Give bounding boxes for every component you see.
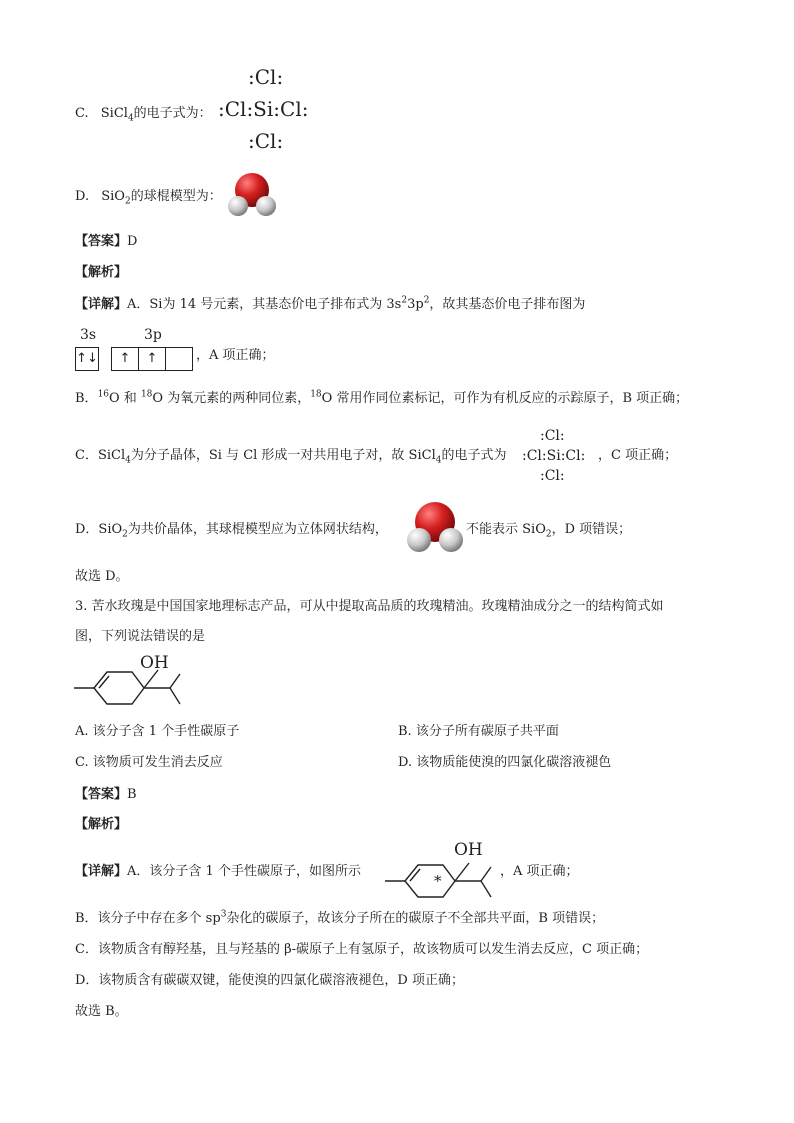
detail-text: 不能表示 SiO	[466, 522, 546, 537]
superscript: 18	[140, 389, 153, 400]
detail-label: 【详解】	[75, 297, 128, 312]
superscript: 18	[310, 389, 322, 400]
formula-text: SiCl	[100, 106, 128, 121]
q3-detail-d: D．该物质含有碳碳双键，能使溴的四氯化碳溶液褪色，D 项正确；	[75, 973, 464, 988]
water-ball-model-image-large	[405, 502, 465, 554]
electron-top: :Cl:	[540, 428, 565, 444]
sicl4-electron-formula	[218, 66, 328, 156]
detail-text: C．SiCl	[75, 448, 126, 463]
option-letter: C.	[75, 106, 89, 121]
detail-text: 杂化的碳原子，故该分子所在的碳原子不全部共平面，B 项错误；	[226, 911, 605, 926]
q3-detail-a-end: ，A 项正确；	[500, 864, 579, 879]
detail-text: 3p	[407, 297, 424, 312]
molecule-structure	[72, 652, 192, 708]
detail-text: 的电子式为	[441, 448, 507, 463]
orbital-box-3p: ↑	[111, 347, 139, 371]
q3-detail-b	[75, 910, 604, 928]
chiral-star: *	[434, 872, 442, 890]
detail-text: O 为氧元素的两种同位素，	[152, 391, 311, 406]
orbital-box-3p: ↑	[138, 347, 166, 371]
q2-detail-d	[75, 521, 388, 539]
orbital-box-3p	[165, 347, 193, 371]
q2-answer	[75, 233, 137, 251]
detail-text: O 常用作同位素标记，可作为有机反应的示踪原子，B 项正确；	[321, 391, 689, 406]
detail-text: B．该分子中存在多个 sp	[75, 911, 221, 926]
q3-option-d: D. 该物质能使溴的四氯化碳溶液褪色	[398, 755, 612, 770]
q2-detail-b	[75, 390, 688, 408]
detail-text: 为分子晶体，Si 与 Cl 形成一对共用电子对，故 SiCl	[130, 448, 436, 463]
sicl4-electron-formula-small	[522, 427, 602, 487]
detail-text: O 和	[109, 391, 141, 406]
subscript: 2	[545, 529, 552, 540]
detail-text: ，D 项错误；	[551, 522, 632, 537]
answer-label: 【答案】	[75, 787, 128, 802]
electron-bottom: :Cl:	[540, 468, 565, 484]
q3-stem-line1: 3. 苦水玫瑰是中国国家地理标志产品，可从中提取高品质的玫瑰精油。玫瑰精油成分之一的结构简式如	[75, 599, 664, 614]
q3-detail-c: C．该物质含有醇羟基，且与羟基的 β-碳原子上有氢原子，故该物质可以发生消去反应，C 项正确；	[75, 942, 649, 957]
oh-label: OH	[140, 653, 169, 673]
detail-text: D．SiO	[75, 522, 123, 537]
q2-detail-a	[75, 296, 585, 314]
superscript: 2	[423, 295, 430, 306]
formula-text: SiO	[101, 189, 125, 204]
q2-detail-c	[75, 447, 506, 465]
option-suffix: 的电子式为：	[133, 106, 212, 121]
q3-option-c: C. 该物质可发生消去反应	[75, 755, 223, 770]
q3-conclusion: 故选 B。	[75, 1004, 128, 1019]
q2-detail-d-tail	[466, 521, 631, 539]
subscript: 4	[435, 455, 442, 466]
q2-option-c	[75, 105, 212, 123]
superscript: 3	[220, 909, 227, 920]
water-ball-model-image	[226, 172, 278, 218]
detail-text: A．该分子含 1 个手性碳原子，如图所示	[127, 864, 361, 879]
detail-text: B．	[75, 391, 98, 406]
electron-middle: :Cl:Si:Cl:	[522, 448, 586, 464]
detail-label: 【详解】	[75, 864, 128, 879]
hydrogen-atom	[439, 528, 463, 552]
option-suffix: 的球棍模型为：	[130, 189, 222, 204]
superscript: 16	[97, 389, 110, 400]
q2-analysis-label: 【解析】	[75, 265, 128, 280]
electron-bottom: :Cl:	[248, 129, 284, 153]
answer-value: B	[127, 787, 137, 802]
hydrogen-atom	[407, 528, 431, 552]
q3-option-a: A. 该分子含 1 个手性碳原子	[75, 724, 240, 739]
q3-analysis-label: 【解析】	[75, 817, 128, 832]
q3-option-b: B. 该分子所有碳原子共平面	[398, 724, 559, 739]
subscript: 4	[127, 113, 134, 124]
subscript: 2	[124, 196, 131, 207]
electron-middle: :Cl:Si:Cl:	[218, 97, 309, 121]
detail-text: 为共价晶体，其球棍模型应为立体网状结构，	[127, 522, 388, 537]
orbital-label-3s: 3s	[80, 327, 97, 343]
superscript: 2	[401, 295, 408, 306]
detail-text: ，故其基态价电子排布图为	[429, 297, 586, 312]
answer-value: D	[127, 234, 138, 249]
q3-stem-line2: 图，下列说法错误的是	[75, 629, 206, 644]
subscript: 4	[125, 455, 131, 466]
orbital-label-3p: 3p	[144, 327, 162, 343]
q2-conclusion: 故选 D。	[75, 569, 129, 584]
q3-detail-a	[75, 863, 361, 881]
q3-answer	[75, 786, 137, 804]
q2-detail-c-end: ，C 项正确；	[598, 448, 678, 463]
q2-detail-a-result: ，A 项正确；	[196, 348, 275, 363]
molecule-structure-chiral	[383, 845, 503, 901]
electron-top: :Cl:	[248, 65, 284, 89]
detail-text: A．Si为 14 号元素，其基态价电子排布式为 3s	[127, 297, 402, 312]
oh-label: OH	[454, 840, 483, 860]
q2-option-d	[75, 188, 222, 206]
answer-label: 【答案】	[75, 234, 128, 249]
hydrogen-atom	[228, 196, 248, 216]
orbital-box-3s: ↑↓	[75, 347, 99, 371]
option-letter: D.	[75, 189, 90, 204]
subscript: 2	[122, 529, 128, 540]
hydrogen-atom	[256, 196, 276, 216]
